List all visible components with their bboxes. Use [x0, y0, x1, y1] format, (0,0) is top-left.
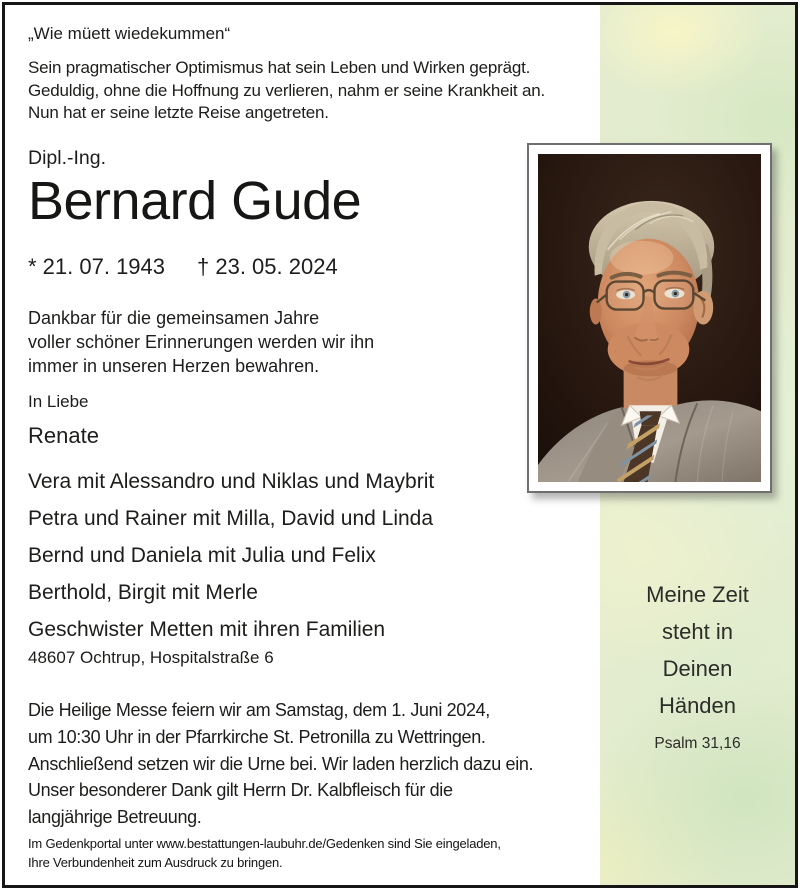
service-info: [28, 697, 533, 778]
service-line: um 10:30 Uhr in der Pfarrkirche St. Petronilla zu Wettringen.: [28, 727, 486, 747]
mourner-line: Geschwister Metten mit ihren Familien: [28, 618, 386, 641]
tribute-line: voller schöner Erinnerungen werden wir ihn: [28, 332, 375, 352]
mourner-line: Vera mit Alessandro und Niklas und Maybrit: [28, 470, 435, 493]
tribute-line: immer in unseren Herzen bewahren.: [28, 356, 320, 376]
death-date: † 23. 05. 2024: [197, 254, 338, 279]
mourner-line: Petra und Rainer mit Milla, David und Linda: [28, 507, 434, 530]
service-line: Die Heilige Messe feiern wir am Samstag, dem 1. Juni 2024,: [28, 700, 490, 720]
deceased-name: Bernard Gude: [28, 171, 362, 231]
mourners-list: [28, 463, 434, 648]
photo-frame: [527, 143, 772, 493]
birth-date: * 21. 07. 1943: [28, 254, 166, 279]
tribute-text: [28, 306, 374, 378]
thanks-line: Unser besonderer Dank gilt Herrn Dr. Kalbfleisch für die: [28, 780, 453, 800]
thanks-note: [28, 777, 453, 831]
verse-line: steht in: [662, 619, 733, 644]
verse-line: Meine Zeit: [646, 582, 749, 607]
honorific-title: Dipl.-Ing.: [28, 147, 107, 169]
mourner-line: Berthold, Birgit mit Merle: [28, 581, 258, 604]
intro-line: Geduldig, ohne die Hoffnung zu verlieren, nahm er seine Krankheit an.: [28, 80, 546, 100]
verse-source: Psalm 31,16: [654, 735, 741, 752]
verse-line: Händen: [658, 693, 737, 718]
service-line: Anschließend setzen wir die Urne bei. Wir laden herzlich dazu ein.: [28, 754, 534, 774]
intro-text: [28, 57, 545, 125]
memorial-line: Im Gedenkportal unter www.bestattungen-laubuhr.de/Gedenken sind Sie eingeladen,: [28, 836, 501, 851]
chief-mourner: Renate: [28, 423, 99, 448]
memorial-portal-note: [28, 835, 501, 872]
portrait-photo: [538, 154, 761, 482]
intro-line: Sein pragmatischer Optimismus hat sein Leben und Wirken geprägt.: [28, 58, 531, 77]
memorial-line: Ihre Verbundenheit zum Ausdruck zu bringen.: [28, 854, 283, 870]
mourner-line: Bernd und Daniela mit Julia und Felix: [28, 544, 376, 567]
life-dates: [28, 254, 338, 280]
intro-line: Nun hat er seine letzte Reise angetreten.: [28, 103, 329, 122]
address-line: 48607 Ochtrup, Hospitalstraße 6: [28, 648, 274, 667]
verse-text: [600, 576, 795, 753]
closing-in-love: In Liebe: [28, 392, 89, 411]
verse-line: Deinen: [662, 656, 733, 681]
thanks-line: langjährige Betreuung.: [28, 807, 202, 827]
tribute-line: Dankbar für die gemeinsamen Jahre: [28, 308, 320, 328]
motto-quote: „Wie müett wiedekummen“: [28, 24, 231, 43]
